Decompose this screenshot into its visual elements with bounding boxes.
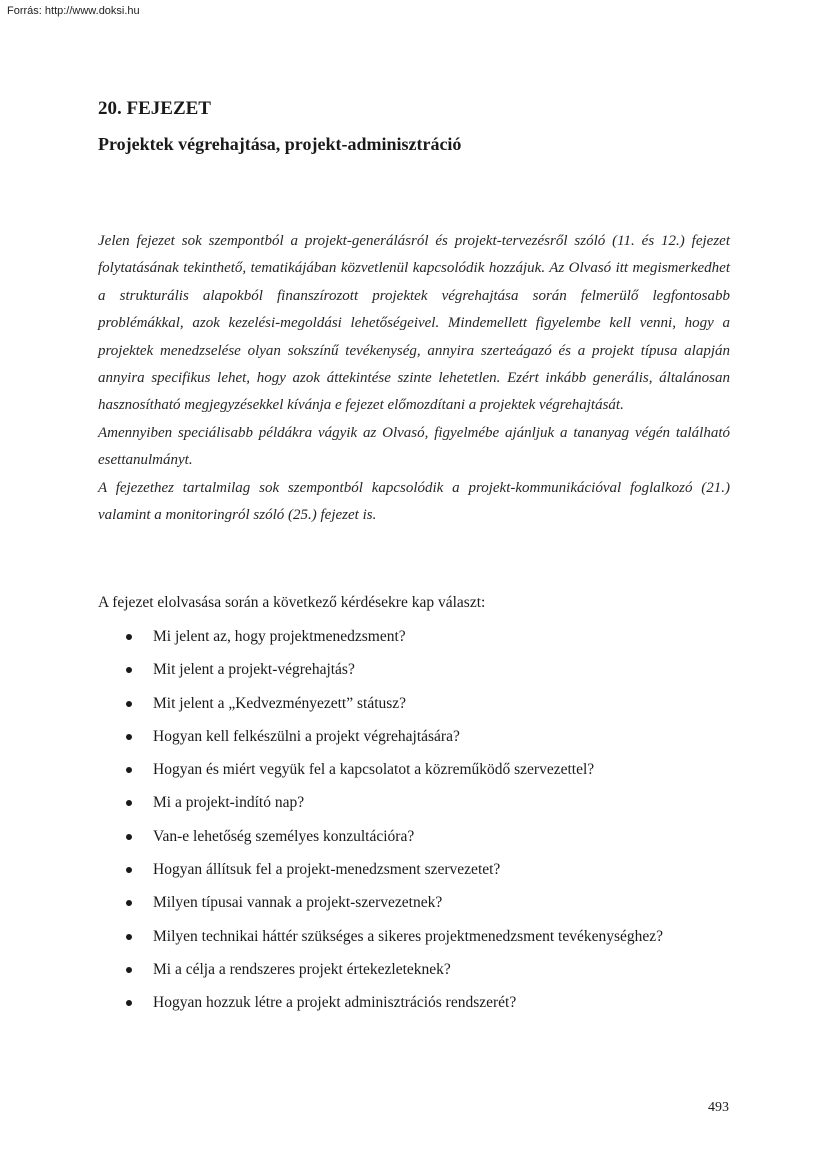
list-item-text: Hogyan és miért vegyük fel a kapcsolatot a közreműködő szervezettel?: [153, 761, 595, 779]
bullet-icon: [126, 967, 132, 973]
list-item: [98, 692, 663, 725]
list-item: [98, 958, 663, 991]
bullet-icon: [126, 867, 132, 873]
bullet-icon: [126, 767, 132, 773]
bullet-icon: [126, 734, 132, 740]
list-item-text: Hogyan hozzuk létre a projekt adminisztrációs rendszerét?: [153, 994, 517, 1012]
list-item: [98, 925, 663, 958]
list-item: [98, 758, 663, 791]
list-item-text: Hogyan állítsuk fel a projekt-menedzsment szervezetet?: [153, 861, 501, 879]
questions-lead: A fejezet elolvasása során a következő kérdésekre kap választ:: [98, 594, 486, 611]
list-item-text: Milyen típusai vannak a projekt-szervezetnek?: [153, 894, 443, 912]
list-item: [98, 725, 663, 758]
list-item-text: Mi jelent az, hogy projektmenedzsment?: [153, 628, 406, 645]
source-link[interactable]: Forrás: http://www.doksi.hu: [7, 5, 140, 17]
list-item: [98, 658, 663, 691]
list-item-text: Van-e lehetőség személyes konzultációra?: [153, 827, 415, 845]
intro-paragraph: Jelen fejezet sok szempontból a projekt-generálásról és projekt-tervezésről szóló (11. és 12.) fejezet folytatásának tekinthető, tematikájában közvetlenül kapcsolódik hozzájuk. Az Olvasó itt megismerkedhet a strukturális alapokból finanszírozott projektek végrehajtása során felmerülő legfontosabb problémákkal, azok kezelési-megoldási lehetőségeivel. Mindemellett figyelembe kell venni, hogy a projektek menedzselése olyan sokszínű tevékenység, annyira szerteágazó és a projekt típusa alapján annyira specifikus lehet, hogy azok áttekintése szinte lehetetlen. Ezért inkább generális, általánosan hasznosítható megjegyzésekkel kívánja e fejezet előmozdítani a projektek végrehajtását.: [98, 233, 730, 414]
bullet-icon: [126, 701, 132, 707]
intro-paragraph: Amennyiben speciálisabb példákra vágyik az Olvasó, figyelmébe ajánljuk a tananyag végén található esettanulmányt.: [98, 424, 730, 469]
bullet-icon: [126, 1000, 132, 1006]
questions-list: [98, 625, 663, 1025]
bullet-icon: [126, 634, 132, 640]
list-item: [98, 991, 663, 1024]
bullet-icon: [126, 667, 132, 673]
list-item: [98, 791, 663, 824]
chapter-title: Projektek végrehajtása, projekt-adminisztráció: [98, 134, 462, 154]
bullet-icon: [126, 934, 132, 940]
bullet-icon: [126, 800, 132, 806]
list-item: [98, 891, 663, 924]
list-item-text: Mi a célja a rendszeres projekt értekezleteknek?: [153, 960, 451, 978]
list-item-text: Mit jelent a projekt-végrehajtás?: [153, 661, 355, 679]
list-item: [98, 825, 663, 858]
list-item-text: Hogyan kell felkészülni a projekt végrehajtására?: [153, 727, 460, 745]
list-item-text: Mit jelent a „Kedvezményezett” státusz?: [153, 694, 407, 712]
chapter-number: 20. FEJEZET: [98, 98, 211, 119]
list-item-text: Milyen technikai háttér szükséges a sikeres projektmenedzsment tevékenységhez?: [153, 927, 664, 945]
intro-paragraph: A fejezethez tartalmilag sok szempontból kapcsolódik a projekt-kommunikációval foglalkozó (21.) valamint a monitoringról szóló (25.) fejezet is.: [98, 479, 730, 524]
list-item: [98, 625, 663, 658]
intro-block: [98, 228, 730, 529]
bullet-icon: [126, 900, 132, 906]
list-item: [98, 858, 663, 891]
bullet-icon: [126, 834, 132, 840]
page-number: 493: [708, 1100, 729, 1115]
list-item-text: Mi a projekt-indító nap?: [153, 794, 305, 812]
